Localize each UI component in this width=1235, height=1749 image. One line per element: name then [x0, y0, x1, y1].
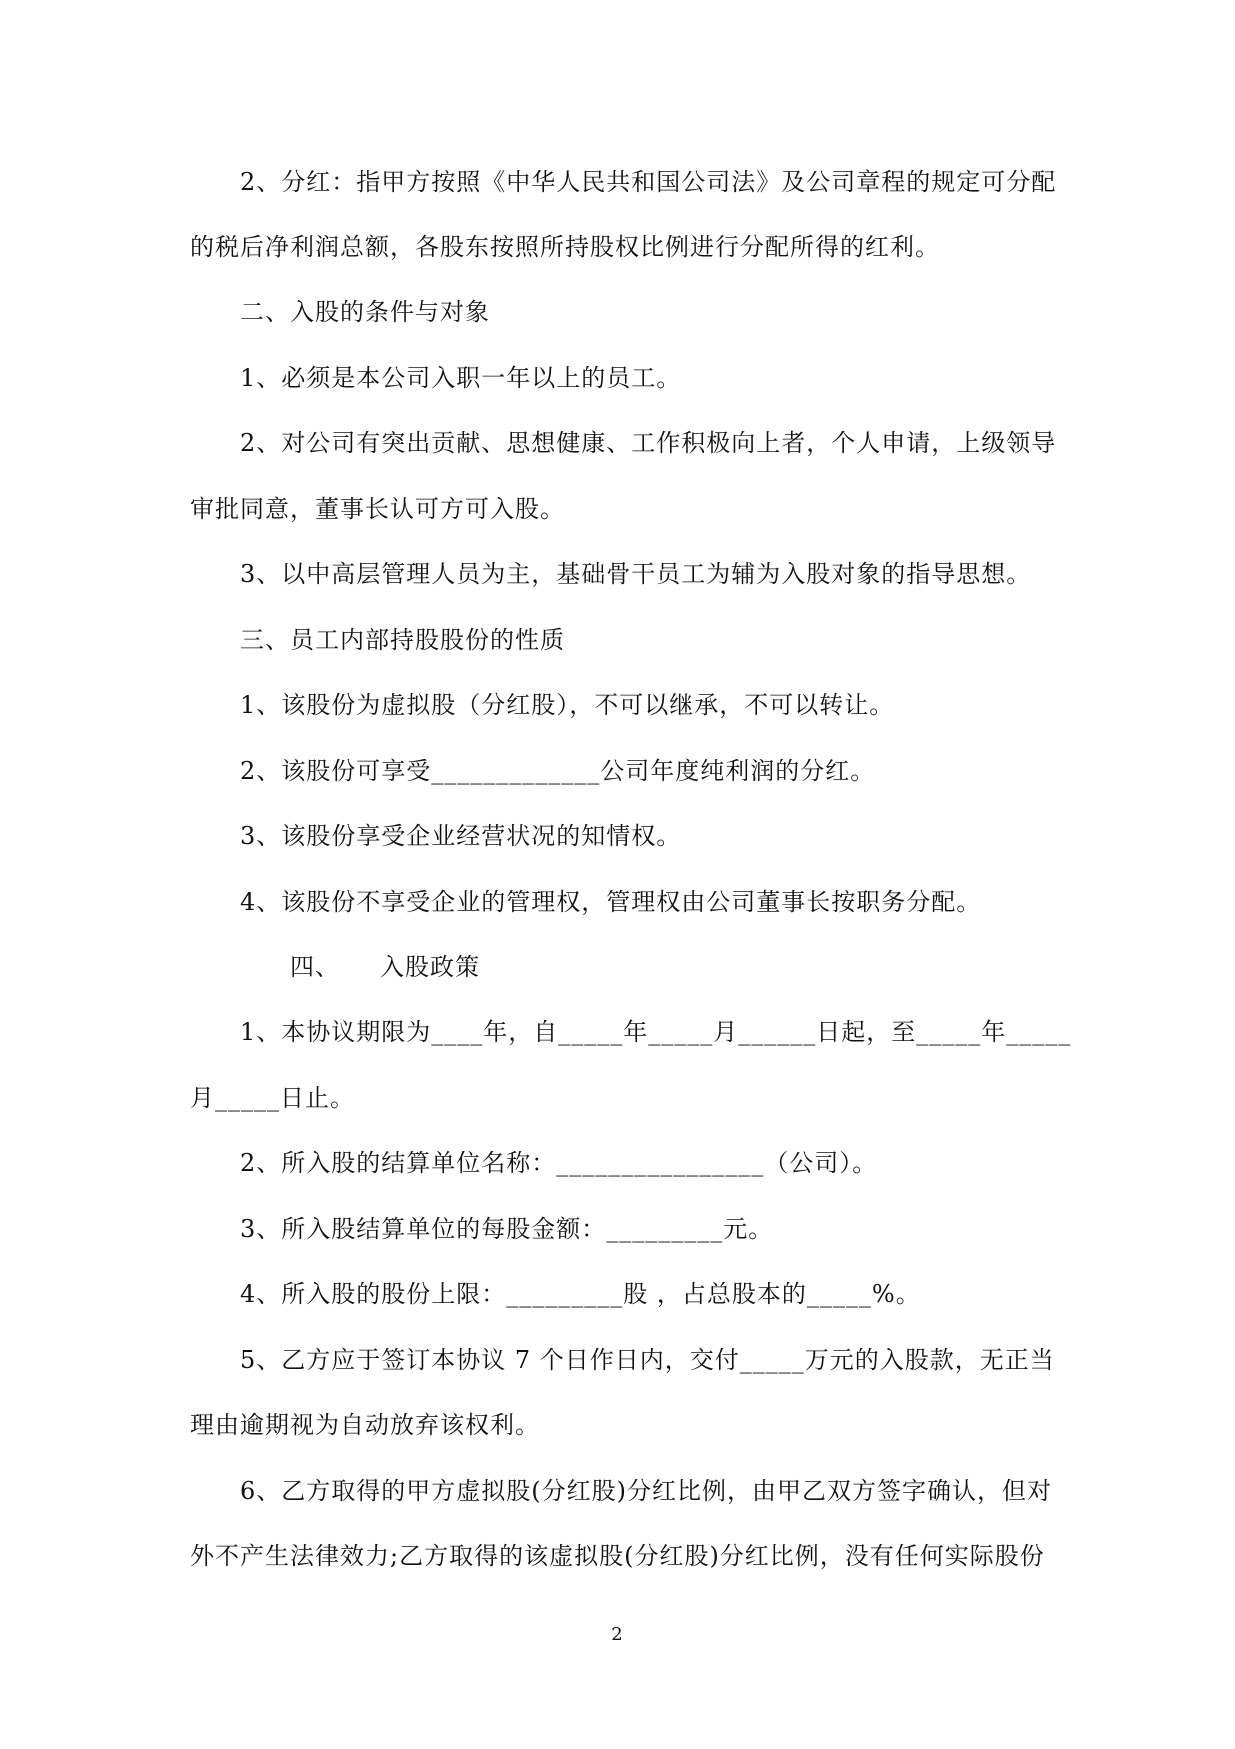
text-line: 2、对公司有突出贡献、思想健康、工作积极向上者，个人申请，上级领导 [240, 429, 1057, 457]
text-line: 3、该股份享受企业经营状况的知情权。 [240, 822, 682, 850]
section-number: 四、 [290, 953, 340, 981]
text-line: 1、本协议期限为____年，自_____年_____月______日起，至_____年_____ [240, 1018, 1072, 1046]
text-line: 6、乙方取得的甲方虚拟股(分红股)分红比例，由甲乙双方签字确认，但对 [240, 1477, 1052, 1505]
text-line: 1、必须是本公司入职一年以上的员工。 [240, 364, 682, 392]
text-line: 2、所入股的结算单位名称：________________（公司）。 [240, 1149, 878, 1177]
text-line: 审批同意，董事长认可方可入股。 [190, 495, 565, 523]
text-line: 理由逾期视为自动放弃该权利。 [190, 1411, 540, 1439]
text-line: 月_____日止。 [190, 1084, 355, 1112]
text-line: 4、所入股的股份上限：_________股 ，占总股本的_____%。 [240, 1280, 921, 1308]
text-line: 2、该股份可享受_____________公司年度纯利润的分红。 [240, 757, 876, 785]
text-line: 外不产生法律效力;乙方取得的该虚拟股(分红股)分红比例，没有任何实际股份 [190, 1542, 1045, 1570]
text-line: 的税后净利润总额，各股东按照所持股权比例进行分配所得的红利。 [190, 233, 940, 261]
section-heading: 入股政策 [380, 953, 480, 981]
page-number: 2 [611, 1624, 624, 1645]
text-line: 4、该股份不享受企业的管理权，管理权由公司董事长按职务分配。 [240, 888, 982, 916]
section-heading: 三、员工内部持股股份的性质 [240, 626, 565, 654]
text-line: 5、乙方应于签订本协议 7 个日作日内，交付_____万元的入股款，无正当 [240, 1346, 1055, 1374]
text-line: 1、该股份为虚拟股（分红股），不可以继承，不可以转让。 [240, 691, 895, 719]
section-heading: 二、入股的条件与对象 [240, 298, 490, 326]
text-line: 2、分红：指甲方按照《中华人民共和国公司法》及公司章程的规定可分配 [240, 168, 1057, 196]
text-line: 3、所入股结算单位的每股金额：_________元。 [240, 1215, 774, 1243]
text-line: 3、以中高层管理人员为主，基础骨干员工为辅为入股对象的指导思想。 [240, 560, 1032, 588]
